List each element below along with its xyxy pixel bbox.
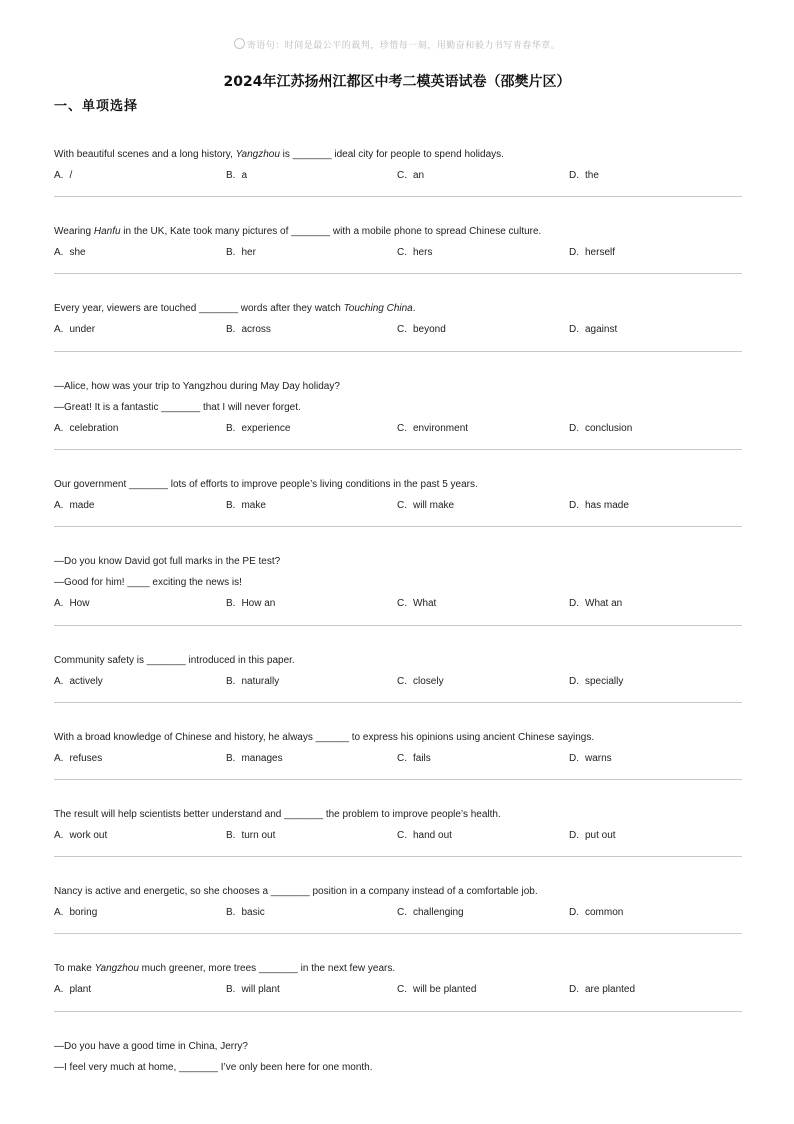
answer-option[interactable] [226, 593, 275, 614]
option-text: are planted [585, 984, 636, 995]
answer-option[interactable] [569, 319, 617, 340]
option-letter: A. [54, 598, 64, 609]
question-item [54, 551, 742, 614]
motto-text: 寄语句：时间是最公平的裁判，珍惜每一刻，用勤奋和毅力书写青春华章。 [246, 41, 561, 51]
option-letter: B. [226, 247, 236, 258]
option-letter: C. [397, 500, 407, 511]
option-text: the [585, 170, 599, 181]
question-item [54, 376, 742, 439]
answer-option[interactable] [226, 418, 290, 439]
answer-option[interactable] [569, 825, 616, 846]
question-text [54, 804, 742, 825]
answer-option[interactable] [397, 319, 446, 340]
question-text [54, 551, 742, 572]
options-row [54, 495, 742, 516]
answer-option[interactable] [569, 495, 629, 516]
question-item [54, 298, 742, 340]
text-segment: is _______ ideal city for people to spend holidays. [279, 149, 504, 160]
text-segment: in the UK, Kate took many pictures of _______ with a mobile phone to spread Chinese culture. [120, 226, 542, 237]
answer-option[interactable] [569, 979, 635, 1000]
answer-option[interactable] [226, 979, 280, 1000]
option-text: actively [69, 676, 103, 687]
answer-option[interactable] [569, 748, 612, 769]
answer-option[interactable] [54, 593, 89, 614]
answer-option[interactable] [226, 671, 279, 692]
option-letter: A. [54, 170, 64, 181]
option-text: turn out [241, 830, 276, 841]
question-text [54, 1036, 742, 1057]
option-letter: C. [397, 247, 407, 258]
text-segment: —Do you have a good time in China, Jerry? [54, 1041, 248, 1052]
text-segment: Every year, viewers are touched _______ words after they watch [54, 303, 344, 314]
option-text: will be planted [413, 984, 477, 995]
header-motto [0, 38, 794, 51]
options-row [54, 319, 742, 340]
option-text: hand out [413, 830, 452, 841]
text-segment: With beautiful scenes and a long history, [54, 149, 236, 160]
answer-option[interactable] [226, 319, 271, 340]
option-text: common [585, 907, 624, 918]
option-letter: B. [226, 500, 236, 511]
option-letter: D. [569, 247, 579, 258]
answer-option[interactable] [569, 902, 623, 923]
option-letter: C. [397, 907, 407, 918]
option-letter: D. [569, 423, 579, 434]
option-text: an [413, 170, 425, 181]
answer-option[interactable] [397, 825, 452, 846]
option-letter: A. [54, 324, 64, 335]
options-row [54, 418, 742, 439]
option-letter: D. [569, 170, 579, 181]
answer-option[interactable] [397, 593, 436, 614]
question-divider [54, 779, 742, 780]
answer-option[interactable] [54, 748, 102, 769]
option-letter: A. [54, 423, 64, 434]
option-text: How [69, 598, 90, 609]
option-text: manages [241, 753, 283, 764]
answer-option[interactable] [397, 748, 431, 769]
text-segment: With a broad knowledge of Chinese and history, he always ______ to express his opinions using ancient Chinese sayings. [54, 732, 595, 743]
text-segment: Nancy is active and energetic, so she chooses a _______ position in a company instead of a comfortable job. [54, 886, 538, 897]
answer-option[interactable] [397, 495, 454, 516]
text-segment: Wearing [54, 226, 94, 237]
answer-option[interactable] [397, 418, 468, 439]
answer-option[interactable] [54, 319, 95, 340]
italic-term: Yangzhou [235, 149, 280, 160]
question-text [54, 650, 742, 671]
option-text: celebration [69, 423, 119, 434]
option-letter: C. [397, 170, 407, 181]
text-segment: —Do you know David got full marks in the PE test? [54, 556, 281, 567]
option-text: specially [585, 676, 624, 687]
text-segment: To make [54, 963, 95, 974]
answer-option[interactable] [397, 671, 444, 692]
option-letter: D. [569, 324, 579, 335]
option-letter: D. [569, 500, 579, 511]
option-text: a [241, 170, 248, 181]
option-text: work out [69, 830, 108, 841]
answer-option[interactable] [226, 748, 283, 769]
italic-term: Hanfu [93, 226, 121, 237]
options-row [54, 825, 742, 846]
question-item [54, 958, 742, 1000]
italic-term: Touching China [343, 303, 413, 314]
answer-option[interactable] [569, 671, 623, 692]
option-text: fails [413, 753, 431, 764]
options-row [54, 748, 742, 769]
option-letter: A. [54, 907, 64, 918]
option-letter: A. [54, 500, 64, 511]
text-segment: The result will help scientists better understand and _______ the problem to improve people’s health. [54, 809, 501, 820]
page-title: 2024年江苏扬州江都区中考二模英语试卷（邵樊片区） [223, 74, 571, 90]
question-item [54, 1036, 742, 1078]
option-letter: A. [54, 830, 64, 841]
question-text [54, 1057, 742, 1078]
option-text: hers [413, 247, 433, 258]
option-text: conclusion [585, 423, 633, 434]
option-letter: B. [226, 170, 236, 181]
option-letter: B. [226, 830, 236, 841]
answer-option[interactable] [569, 242, 615, 263]
option-letter: C. [397, 676, 407, 687]
question-divider [54, 351, 742, 352]
text-segment: much greener, more trees _______ in the next few years. [138, 963, 396, 974]
option-letter: C. [397, 598, 407, 609]
answer-option[interactable] [226, 165, 247, 186]
options-row [54, 165, 742, 186]
answer-option[interactable] [569, 418, 632, 439]
answer-option[interactable] [397, 165, 424, 186]
answer-option[interactable] [54, 979, 91, 1000]
options-row [54, 902, 742, 923]
option-text: across [241, 324, 271, 335]
options-row [54, 242, 742, 263]
option-letter: D. [569, 984, 579, 995]
option-letter: D. [569, 598, 579, 609]
question-text [54, 397, 742, 418]
option-letter: C. [397, 984, 407, 995]
option-text: What [413, 598, 437, 609]
option-text: make [241, 500, 266, 511]
option-letter: A. [54, 753, 64, 764]
question-divider [54, 449, 742, 450]
option-letter: A. [54, 247, 64, 258]
question-divider [54, 702, 742, 703]
option-text: closely [413, 676, 444, 687]
question-text [54, 727, 742, 748]
options-row [54, 979, 742, 1000]
question-text [54, 881, 742, 902]
answer-option[interactable] [54, 825, 107, 846]
answer-option[interactable] [226, 495, 266, 516]
question-item [54, 474, 742, 516]
option-text: against [585, 324, 618, 335]
option-letter: C. [397, 324, 407, 335]
question-item [54, 144, 742, 186]
answer-option[interactable] [54, 495, 94, 516]
section-heading: 一、单项选择 [54, 99, 139, 114]
option-letter: D. [569, 676, 579, 687]
option-text: beyond [413, 324, 446, 335]
answer-option[interactable] [226, 825, 275, 846]
option-text: experience [241, 423, 291, 434]
option-text: challenging [413, 907, 464, 918]
answer-option[interactable] [397, 242, 432, 263]
option-text: / [69, 170, 73, 181]
option-text: her [241, 247, 256, 258]
option-text: refuses [69, 753, 103, 764]
question-text [54, 572, 742, 593]
option-letter: C. [397, 423, 407, 434]
question-divider [54, 273, 742, 274]
question-text [54, 376, 742, 397]
text-segment: . [412, 303, 416, 314]
question-item [54, 804, 742, 846]
option-text: basic [241, 907, 265, 918]
option-text: under [69, 324, 96, 335]
option-letter: C. [397, 830, 407, 841]
option-letter: D. [569, 830, 579, 841]
question-item [54, 727, 742, 769]
option-letter: C. [397, 753, 407, 764]
answer-option[interactable] [54, 418, 118, 439]
option-letter: A. [54, 676, 64, 687]
answer-option[interactable] [397, 902, 464, 923]
question-divider [54, 526, 742, 527]
option-letter: B. [226, 984, 236, 995]
text-segment: —I feel very much at home, _______ I’ve only been here for one month. [54, 1062, 373, 1073]
option-letter: B. [226, 753, 236, 764]
option-text: environment [413, 423, 469, 434]
option-text: herself [585, 247, 616, 258]
answer-option[interactable] [54, 165, 72, 186]
option-text: naturally [241, 676, 280, 687]
text-segment: —Great! It is a fantastic _______ that I will never forget. [54, 402, 301, 413]
option-letter: D. [569, 907, 579, 918]
question-divider [54, 625, 742, 626]
answer-option[interactable] [226, 242, 256, 263]
question-text [54, 474, 742, 495]
text-segment: Community safety is _______ introduced in this paper. [54, 655, 295, 666]
question-divider [54, 856, 742, 857]
answer-option[interactable] [54, 902, 97, 923]
option-text: warns [585, 753, 612, 764]
option-text: plant [69, 984, 92, 995]
option-letter: A. [54, 984, 64, 995]
question-text [54, 298, 742, 319]
text-segment: —Good for him! ____ exciting the news is! [54, 577, 242, 588]
question-text [54, 221, 742, 242]
question-item [54, 221, 742, 263]
text-segment: Our government _______ lots of efforts to improve people’s living conditions in the past 5 years. [54, 479, 478, 490]
question-item [54, 650, 742, 692]
answer-option[interactable] [226, 902, 265, 923]
option-letter: B. [226, 676, 236, 687]
options-row [54, 593, 742, 614]
answer-option[interactable] [397, 979, 476, 1000]
italic-term: Yangzhou [94, 963, 139, 974]
option-text: made [69, 500, 95, 511]
answer-option[interactable] [569, 165, 599, 186]
option-text: will make [413, 500, 455, 511]
option-text: How an [241, 598, 276, 609]
text-segment: —Alice, how was your trip to Yangzhou during May Day holiday? [54, 381, 340, 392]
option-letter: B. [226, 324, 236, 335]
question-divider [54, 196, 742, 197]
option-text: will plant [241, 984, 280, 995]
question-text [54, 958, 742, 979]
option-text: she [69, 247, 86, 258]
option-text: put out [585, 830, 616, 841]
question-text [54, 144, 742, 165]
question-divider [54, 933, 742, 934]
answer-option[interactable] [54, 671, 103, 692]
option-text: boring [69, 907, 98, 918]
option-letter: D. [569, 753, 579, 764]
option-text: has made [585, 500, 629, 511]
option-letter: B. [226, 907, 236, 918]
answer-option[interactable] [569, 593, 622, 614]
question-item [54, 881, 742, 923]
option-letter: B. [226, 423, 236, 434]
answer-option[interactable] [54, 242, 86, 263]
options-row [54, 671, 742, 692]
question-divider [54, 1011, 742, 1012]
option-text: What an [585, 598, 623, 609]
seal-icon [234, 38, 245, 49]
option-letter: B. [226, 598, 236, 609]
